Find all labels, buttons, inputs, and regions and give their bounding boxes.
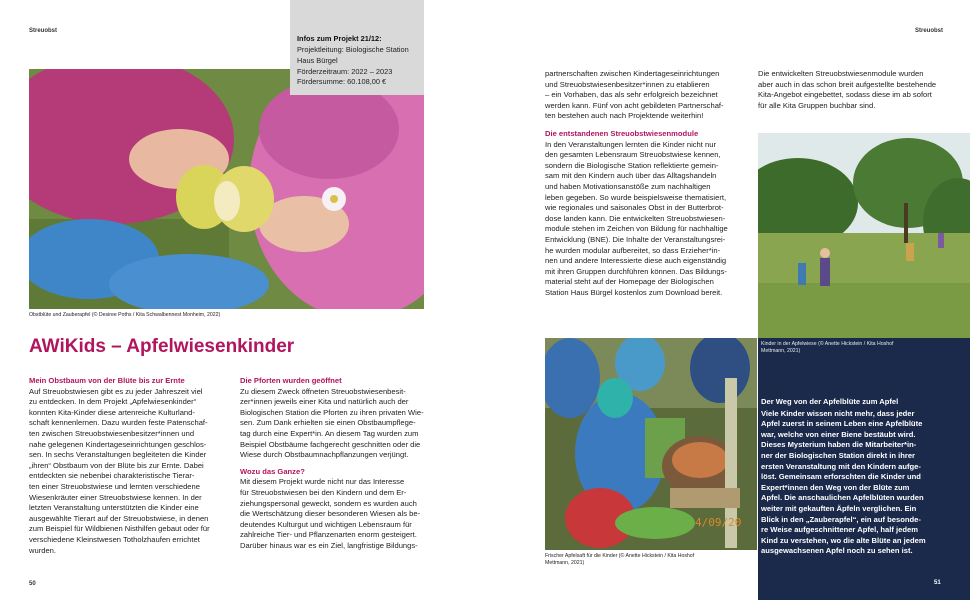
section-label-left: Streuobst (29, 28, 58, 34)
col2-body-1: Zu diesem Zweck öffneten Streuobstwiesenbesit- zer*innen jeweils einer Kita und natürlich auch der Biologischen Station die Pforten zu ihren privaten Wie- sen. Zum Dank erhielten sie einen Obstbaumpflege- tag durch eine Expert*in. An diesem Tag wurden zum Beispiel Obstbäume fachgerecht geschnitten oder die Wiese durch Obstbaumnachpflanzungen verjüngt. (240, 386, 424, 460)
navy-box-body: Viele Kinder wissen nicht mehr, dass jeder Apfel zuerst in seinem Leben eine Apfelblüte war, welche von einer Biene bestäubt wird. Dieses Mysterium haben die Mitarbeiter*in- ner der Biologischen Station direkt in ihrer ersten Veranstaltung mit den Kindern aufge- löst. Gemeinsam erforschten die Kinder und Expert*innen den Weg von der Blüte zum Apfel. Die anschaulichen Apfelblüten wurden weiter mit gekauften Äpfeln verglichen. Ein Blick in den „Zauberapfel“, ein auf besonde- re Weise aufgeschnittener Apfel, half jedem Kind zu verstehen, wo die alte Blüte an jedem ausgewachsenen Apfel noch zu sehen ist. (761, 408, 926, 556)
photo-apple-press (545, 338, 757, 550)
photo2-caption: Kinder in der Apfelwiese (© Anette Hickstein / Kita Hoshof Mettmann, 2021) (761, 341, 894, 355)
page-number-right: 51 (934, 580, 941, 586)
navy-box-heading: Der Weg von der Apfelblüte zum Apfel (761, 397, 899, 406)
project-info-line: Fördersumme: 60.108,00 € (297, 77, 387, 87)
project-info-title: Infos zum Projekt 21/12: (297, 34, 382, 43)
page-number-left: 50 (29, 581, 36, 587)
section-label-right: Streuobst (915, 28, 944, 34)
col1-body: Auf Streuobstwiesen gibt es zu jeder Jahreszeit viel zu entdecken. In dem Projekt „Apfelwiesenkinder“ konnten Kita-Kinder diese artenreiche Kulturland- schaft kennenlernen. Dazu wurden feste Patenschaf- ten zwischen Streuobstwiesenbesitzer*innen und nahe gelegenen Kindertageseinrichtungen geschlos- sen. In sechs Veranstaltungen begleiteten die Kinder „ihren“ Obstbaum von der Blüte bis zur Ernte. Dabei entdeckten sie nebenbei charakteristische Tierar- ten einer Streuobstwiese und lernten verschiedene Wiesenkräuter einer Streuobstwiese kennen. In der letzten Veranstaltung unterstützten die Kinder eine ausgewählte Tierart auf der Streuobstwiese, in denen zum Beispiel für Wildbienen Nisthilfen gebaut oder für verschiedene Kleinstwesen Totholzhaufen errichtet wurden. (29, 386, 210, 555)
photo-caption: Obstblüte und Zauberapfel (© Desiree Poths / Kita Schwalbennest Monheim, 2022) (29, 312, 221, 318)
col2-heading-2: Wozu das Ganze? (240, 466, 305, 476)
project-info-box (290, 0, 424, 95)
photo3-caption: Frischer Apfelsaft für die Kinder (© Anette Hickstein / Kita Hoshof Mettmann, 2021) (545, 553, 695, 566)
photo-kids-meadow (758, 133, 970, 338)
project-info-line: Haus Bürgel (297, 55, 338, 65)
col4-body: Die entwickelten Streuobstwiesenmodule wurden aber auch in das schon breit aufgestellte bestehende Kita-Angebot eingebettet, sodass diese im ab sofort für alle Kita Gruppen buchbar sind. (758, 69, 937, 110)
photo-date-stamp: 4/09/20 (695, 516, 742, 529)
col2-body-2: Mit diesem Projekt wurde nicht nur das Interesse für Streuobstwiesen bei den Kindern und dem Er- ziehungspersonal geweckt, sondern es wurden auch die Wertschätzung dieser besonderen Wiesen als be- deutendes Kulturgut und wichtigen Lebensraum für zahlreiche Tier- und Pflanzenarten enorm gesteigert. Darüber hinaus war es ein Ziel, langfristige Bildungs- (240, 477, 421, 550)
info-box-apple-blossom (758, 338, 970, 600)
col1-heading: Mein Obstbaum von der Blüte bis zur Ernte (29, 376, 185, 385)
project-info-line: Förderzeitraum: 2022 – 2023 (297, 66, 393, 76)
photo-apple-blossom (29, 66, 424, 309)
col3-body-2: In den Veranstaltungen lernten die Kinder nicht nur den gesamten Lebensraum Streuobstwiese kennen, sondern die Biologische Station reflektierte gemein- sam mit den Kindern auch über das Alltagshandeln und haben Motivationsanstöße zum nachhaltigen leben gegeben. So wurde beispielsweise thematisiert, wie regionales und saisonales Obst in der Butterbrot- dose landen kann. Die entwickelten Streuobstwiesen- module stehen im Zeichen von Bildung für nachhaltige Entwicklung (BNE). Die Inhalte der Veranstaltungsrei- he wurden modular aufbereitet, so dass Erzieher*in- nen und andere Interessierte diese auch eigenständig mit ihren Gruppen durchführen können. Das Bildungs- material steht auf der Homepage der Biologischen Station Haus Bürgel kostenlos zum Download bereit. (545, 139, 728, 297)
project-info-line: Projektleitung: Biologische Station (297, 45, 409, 54)
col3-body-1: partnerschaften zwischen Kindertageseinrichtungen und Streuobstwiesenbesitzer*innen zu etablieren – ein Vorhaben, das als sehr erfolgreich bezeichnet werden kann. Fünf von acht gebildeten Partnerschaf- ten bestehen auch nach Projektende weiterhin! (545, 69, 724, 121)
col3-heading: Die entstandenen Streuobstwiesenmodule (545, 128, 699, 138)
article-title: AWiKids – Apfelwiesenkinder (29, 336, 295, 357)
col2-heading-1: Die Pforten wurden geöffnet (240, 376, 342, 385)
